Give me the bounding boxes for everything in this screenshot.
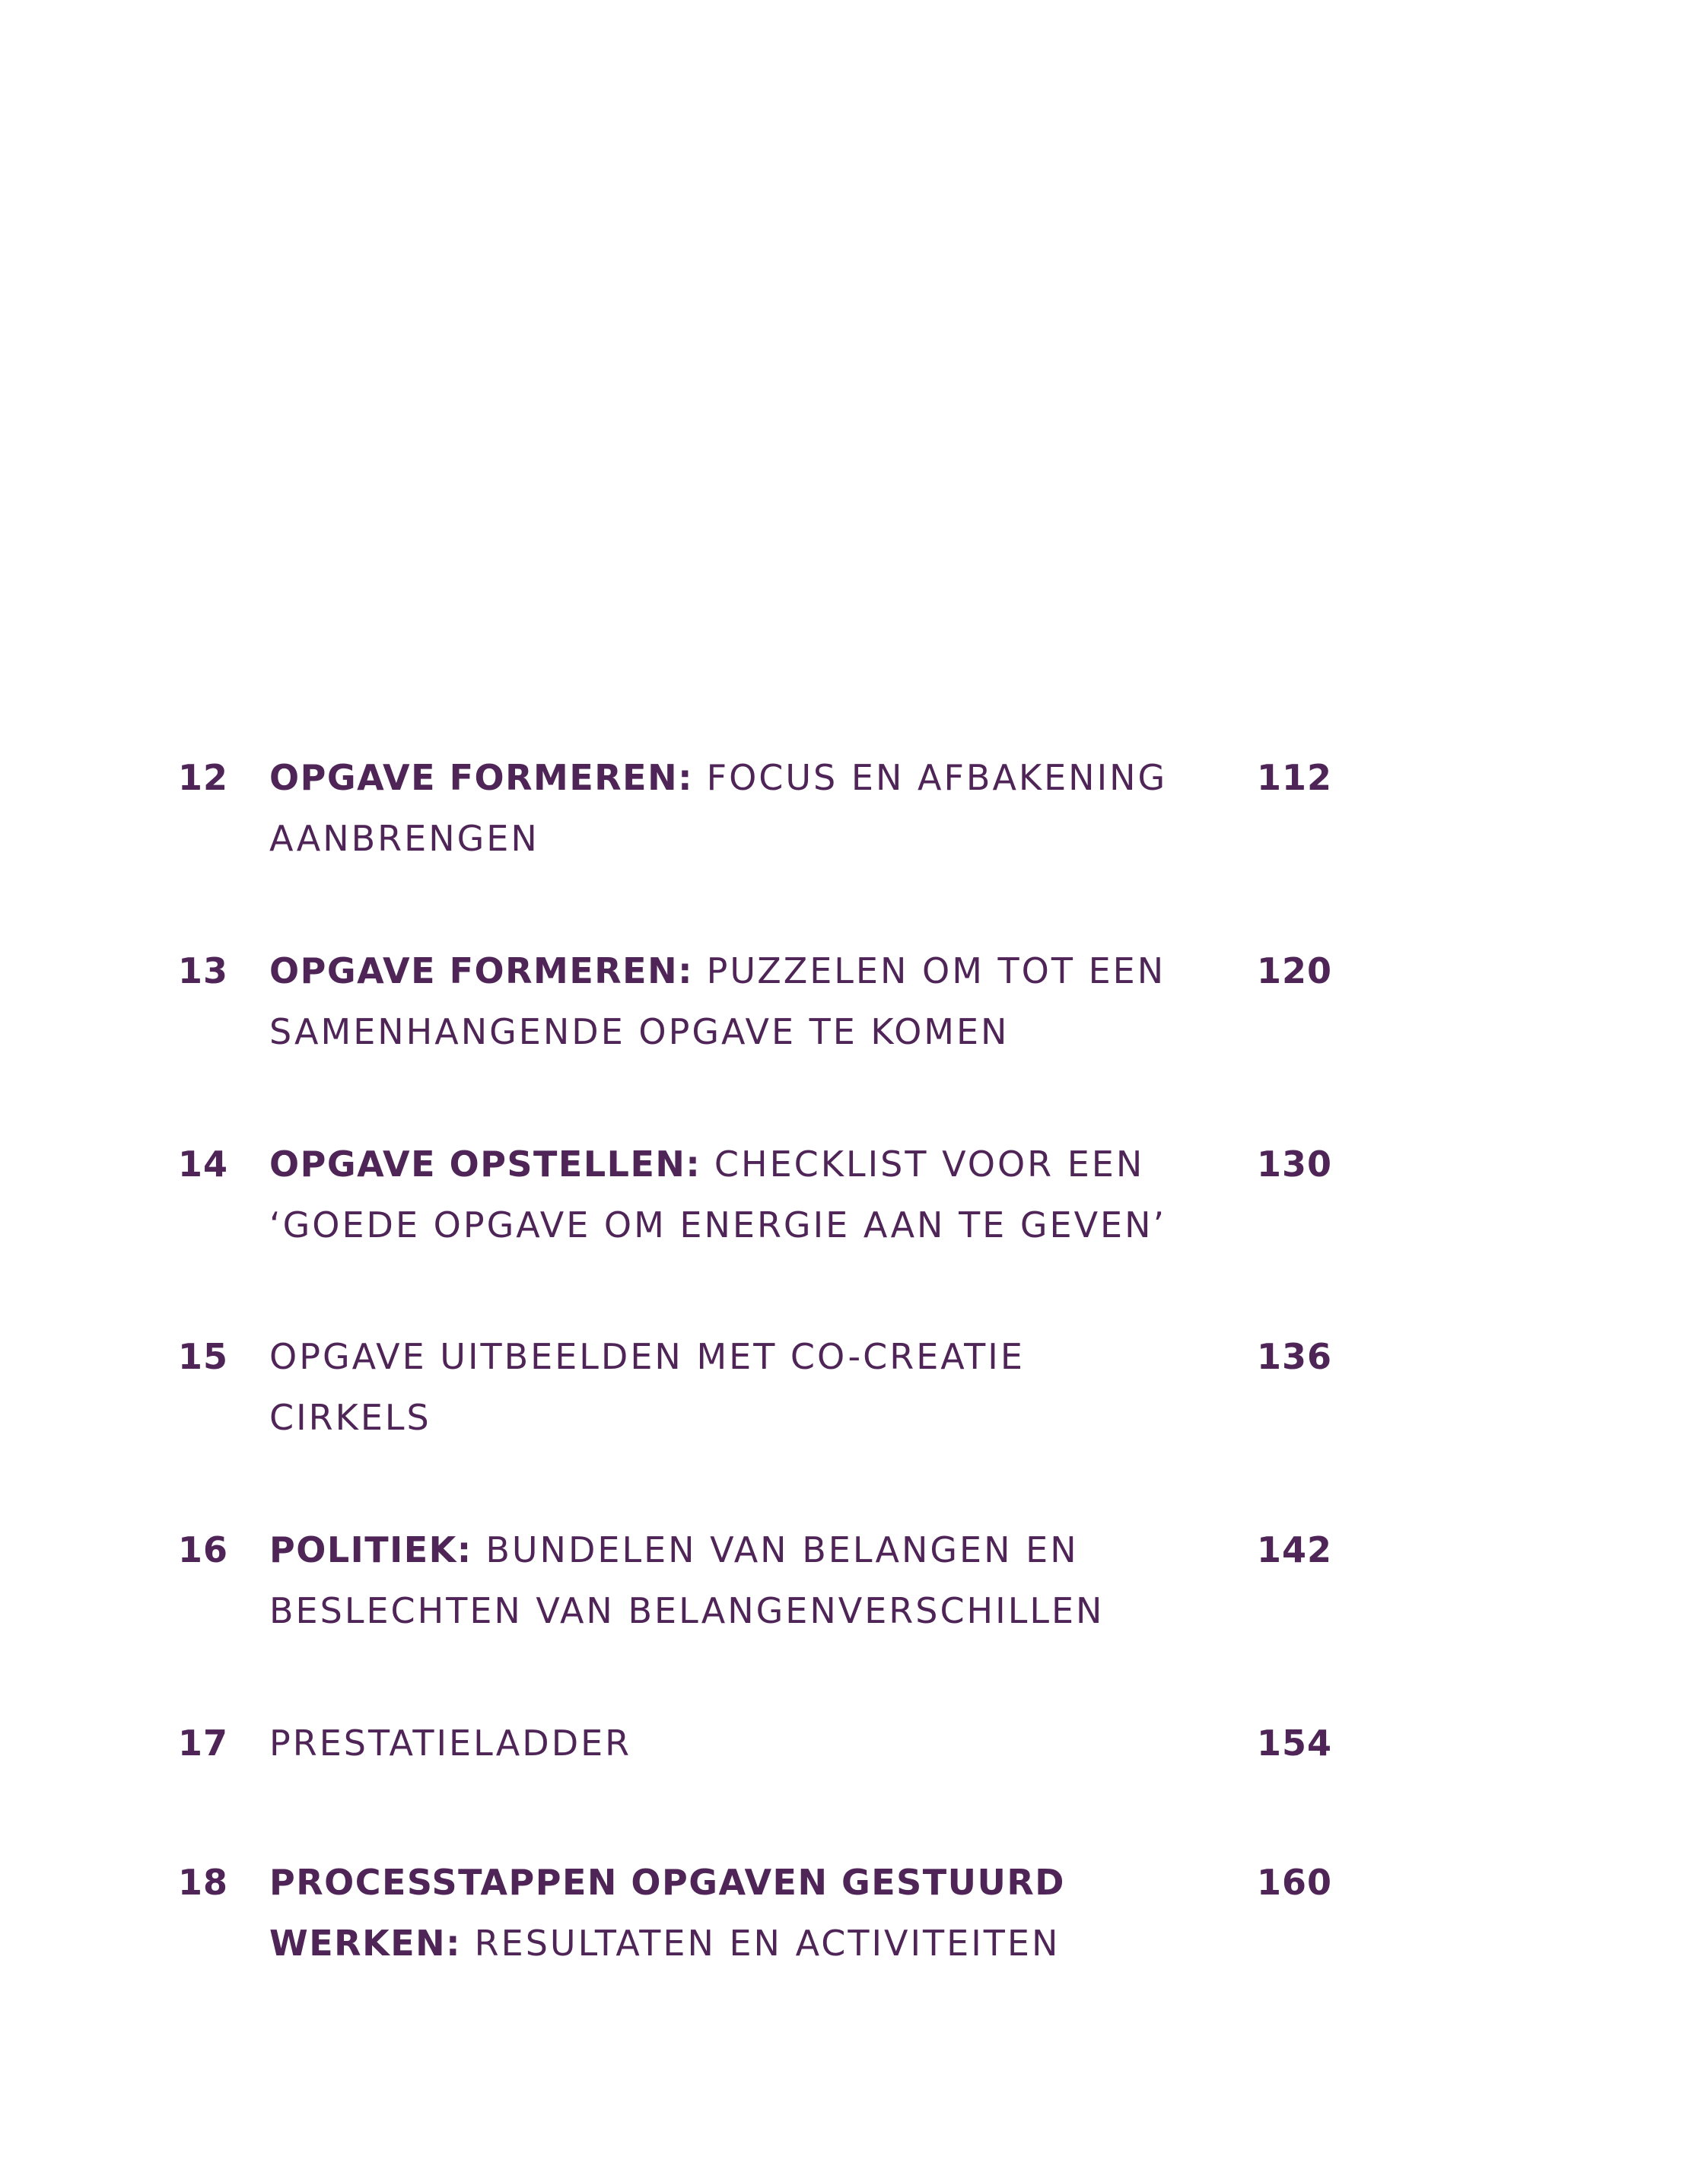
chapter-title [269, 1852, 1258, 1974]
title-light: RESULTATEN EN ACTIVITEITEN [461, 1923, 1061, 1964]
title-light: SAMENHANGENDE OPGAVE TE KOMEN [269, 1011, 1010, 1052]
title-line [269, 1580, 1258, 1641]
chapter-number: 17 [178, 1723, 229, 1764]
chapter-number: 14 [178, 1144, 229, 1185]
title-light: AANBRENGEN [269, 818, 539, 859]
title-light: CHECKLIST VOOR EEN [701, 1144, 1145, 1185]
title-bold: OPGAVE FORMEREN: [269, 757, 693, 798]
chapter-title [269, 1519, 1258, 1641]
chapter-title [269, 1326, 1258, 1448]
page-number: 130 [1257, 1144, 1333, 1185]
title-line [269, 1134, 1258, 1195]
title-bold: OPGAVE OPSTELLEN: [269, 1144, 701, 1185]
title-line [269, 1387, 1258, 1448]
title-line [269, 1519, 1258, 1580]
chapter-number: 13 [178, 950, 229, 991]
title-bold: PROCESSTAPPEN OPGAVEN GESTUURD [269, 1862, 1065, 1903]
title-light: ‘GOEDE OPGAVE OM ENERGIE AAN TE GEVEN’ [269, 1204, 1167, 1246]
title-bold: POLITIEK: [269, 1529, 472, 1570]
chapter-title [269, 940, 1258, 1062]
title-light: CIRKELS [269, 1397, 431, 1438]
page-number: 120 [1257, 950, 1333, 991]
chapter-number: 16 [178, 1529, 229, 1570]
chapter-title [269, 747, 1258, 869]
chapter-number: 12 [178, 757, 229, 798]
title-line [269, 940, 1258, 1001]
title-line [269, 1001, 1258, 1062]
page-number: 142 [1257, 1529, 1333, 1570]
title-light: OPGAVE UITBEELDEN MET CO-CREATIE [269, 1336, 1025, 1377]
title-light: BUNDELEN VAN BELANGEN EN [472, 1529, 1079, 1570]
chapter-title [269, 1713, 1258, 1774]
title-line [269, 1913, 1258, 1974]
title-bold: OPGAVE FORMEREN: [269, 950, 693, 991]
title-light: FOCUS EN AFBAKENING [692, 757, 1168, 798]
title-bold: WERKEN: [269, 1923, 462, 1964]
title-line [269, 1195, 1258, 1255]
title-line [269, 808, 1258, 869]
title-light: PUZZELEN OM TOT EEN [692, 950, 1166, 991]
chapter-number: 15 [178, 1336, 229, 1377]
page-number: 112 [1257, 757, 1333, 798]
title-line [269, 747, 1258, 808]
title-line [269, 1852, 1258, 1913]
page-number: 136 [1257, 1336, 1333, 1377]
page-number: 160 [1257, 1862, 1333, 1903]
title-line [269, 1326, 1258, 1387]
chapter-title [269, 1134, 1258, 1255]
title-light: PRESTATIELADDER [269, 1723, 632, 1764]
title-line [269, 1713, 1258, 1774]
page-number: 154 [1257, 1723, 1333, 1764]
title-light: BESLECHTEN VAN BELANGENVERSCHILLEN [269, 1590, 1105, 1631]
chapter-number: 18 [178, 1862, 229, 1903]
